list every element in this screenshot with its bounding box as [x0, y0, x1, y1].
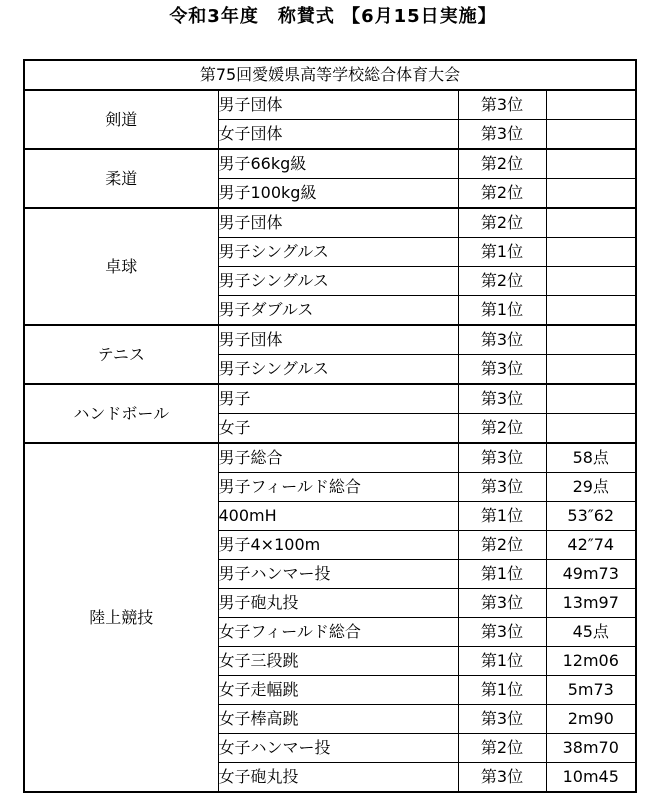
table-header-row: [24, 60, 636, 90]
rank-cell: 第3位: [458, 120, 546, 150]
table-row: [24, 149, 636, 179]
record-cell: [546, 355, 636, 385]
sport-name: テニス: [24, 325, 218, 384]
rank-cell: 第2位: [458, 208, 546, 238]
event-name: 女子棒高跳: [218, 705, 458, 734]
rank-cell: 第3位: [458, 473, 546, 502]
sport-name: 卓球: [24, 208, 218, 325]
record-cell: 10m45: [546, 763, 636, 793]
record-cell: [546, 238, 636, 267]
event-name: 男子シングルス: [218, 267, 458, 296]
event-name: 男子シングルス: [218, 238, 458, 267]
record-cell: 53″62: [546, 502, 636, 531]
rank-cell: 第3位: [458, 705, 546, 734]
rank-cell: 第1位: [458, 296, 546, 326]
event-name: 男子ダブルス: [218, 296, 458, 326]
table-row: [24, 443, 636, 473]
event-name: 男子総合: [218, 443, 458, 473]
table-row: [24, 384, 636, 414]
event-name: 男子66kg級: [218, 149, 458, 179]
rank-cell: 第3位: [458, 763, 546, 793]
event-name: 女子ハンマー投: [218, 734, 458, 763]
rank-cell: 第2位: [458, 531, 546, 560]
record-cell: 45点: [546, 618, 636, 647]
rank-cell: 第3位: [458, 384, 546, 414]
record-cell: 5m73: [546, 676, 636, 705]
event-name: 400mH: [218, 502, 458, 531]
record-cell: 29点: [546, 473, 636, 502]
table-row: [24, 90, 636, 120]
event-name: 男子: [218, 384, 458, 414]
sport-name: ハンドボール: [24, 384, 218, 443]
event-name: 女子フィールド総合: [218, 618, 458, 647]
record-cell: [546, 325, 636, 355]
rank-cell: 第3位: [458, 90, 546, 120]
rank-cell: 第3位: [458, 618, 546, 647]
awards-table: [23, 59, 637, 793]
record-cell: [546, 149, 636, 179]
event-name: 男子団体: [218, 208, 458, 238]
record-cell: 38m70: [546, 734, 636, 763]
record-cell: [546, 267, 636, 296]
event-name: 男子4×100m: [218, 531, 458, 560]
rank-cell: 第1位: [458, 676, 546, 705]
rank-cell: 第2位: [458, 267, 546, 296]
sport-name: 柔道: [24, 149, 218, 208]
event-name: 男子フィールド総合: [218, 473, 458, 502]
table-header: 第75回愛媛県高等学校総合体育大会: [24, 60, 636, 90]
event-name: 男子100kg級: [218, 179, 458, 209]
record-cell: [546, 208, 636, 238]
sport-name: 剣道: [24, 90, 218, 149]
rank-cell: 第1位: [458, 502, 546, 531]
event-name: 女子走幅跳: [218, 676, 458, 705]
event-name: 女子砲丸投: [218, 763, 458, 793]
event-name: 男子砲丸投: [218, 589, 458, 618]
event-name: 男子シングルス: [218, 355, 458, 385]
record-cell: [546, 296, 636, 326]
rank-cell: 第1位: [458, 238, 546, 267]
event-name: 男子ハンマー投: [218, 560, 458, 589]
event-name: 男子団体: [218, 325, 458, 355]
rank-cell: 第3位: [458, 589, 546, 618]
sport-name: 陸上競技: [24, 443, 218, 792]
rank-cell: 第3位: [458, 325, 546, 355]
rank-cell: 第2位: [458, 149, 546, 179]
rank-cell: 第3位: [458, 355, 546, 385]
table-row: [24, 208, 636, 238]
record-cell: [546, 414, 636, 444]
rank-cell: 第1位: [458, 647, 546, 676]
record-cell: 2m90: [546, 705, 636, 734]
rank-cell: 第3位: [458, 443, 546, 473]
record-cell: 12m06: [546, 647, 636, 676]
rank-cell: 第1位: [458, 560, 546, 589]
record-cell: 42″74: [546, 531, 636, 560]
rank-cell: 第2位: [458, 179, 546, 209]
record-cell: 49m73: [546, 560, 636, 589]
record-cell: 13m97: [546, 589, 636, 618]
awards-table-body: [24, 60, 636, 792]
event-name: 女子三段跳: [218, 647, 458, 676]
event-name: 女子団体: [218, 120, 458, 150]
record-cell: [546, 90, 636, 120]
event-name: 男子団体: [218, 90, 458, 120]
table-row: [24, 325, 636, 355]
rank-cell: 第2位: [458, 414, 546, 444]
record-cell: 58点: [546, 443, 636, 473]
event-name: 女子: [218, 414, 458, 444]
record-cell: [546, 179, 636, 209]
record-cell: [546, 120, 636, 150]
document-title: 令和3年度 称賛式 【6月15日実施】: [169, 6, 497, 27]
rank-cell: 第2位: [458, 734, 546, 763]
record-cell: [546, 384, 636, 414]
